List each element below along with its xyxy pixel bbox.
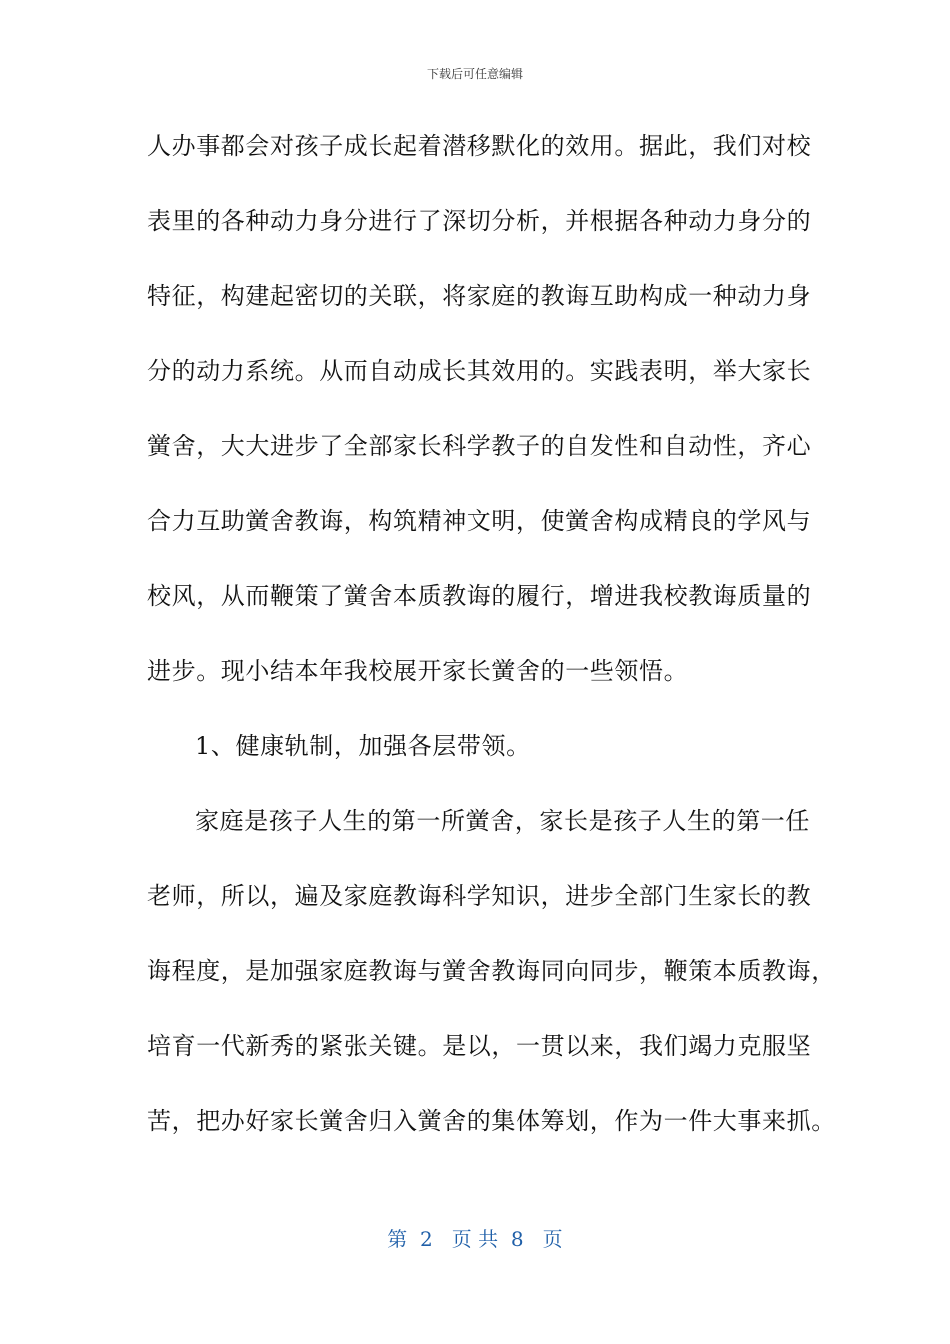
section-heading: 1、健康轨制，加强各层带领。	[195, 732, 531, 760]
text-line: 黉舍，大大进步了全部家长科学教子的自发性和自动性，齐心	[147, 432, 812, 460]
text-line: 进步。现小结本年我校展开家长黉舍的一些领悟。	[147, 657, 689, 685]
text-line: 特征，构建起密切的关联，将家庭的教诲互助构成一种动力身	[147, 282, 812, 310]
paragraph-first-line: 家庭是孩子人生的第一所黉舍，家长是孩子人生的第一任	[195, 807, 810, 835]
text-line: 分的动力系统。从而自动成长其效用的。实践表明，举大家长	[147, 357, 812, 385]
text-line: 培育一代新秀的紧张关键。是以，一贯以来，我们竭力克服坚	[147, 1032, 812, 1060]
page-header: 下载后可任意编辑	[426, 67, 523, 81]
text-line: 苦，把办好家长黉舍归入黉舍的集体筹划，作为一件大事来抓。	[147, 1107, 836, 1135]
text-line: 老师，所以，遍及家庭教诲科学知识，进步全部门生家长的教	[147, 882, 812, 910]
text-line: 表里的各种动力身分进行了深切分析，并根据各种动力身分的	[147, 207, 812, 235]
page-number-footer: 第 2 页 共 8 页	[387, 1227, 563, 1251]
text-line: 诲程度，是加强家庭教诲与黉舍教诲同向同步，鞭策本质教诲，	[147, 957, 836, 985]
text-line: 合力互助黉舍教诲，构筑精神文明，使黉舍构成精良的学风与	[147, 507, 812, 535]
text-line: 校风，从而鞭策了黉舍本质教诲的履行，增进我校教诲质量的	[147, 582, 812, 610]
document-body	[147, 126, 836, 1176]
text-line: 人办事都会对孩子成长起着潜移默化的效用。据此，我们对校	[147, 132, 812, 160]
